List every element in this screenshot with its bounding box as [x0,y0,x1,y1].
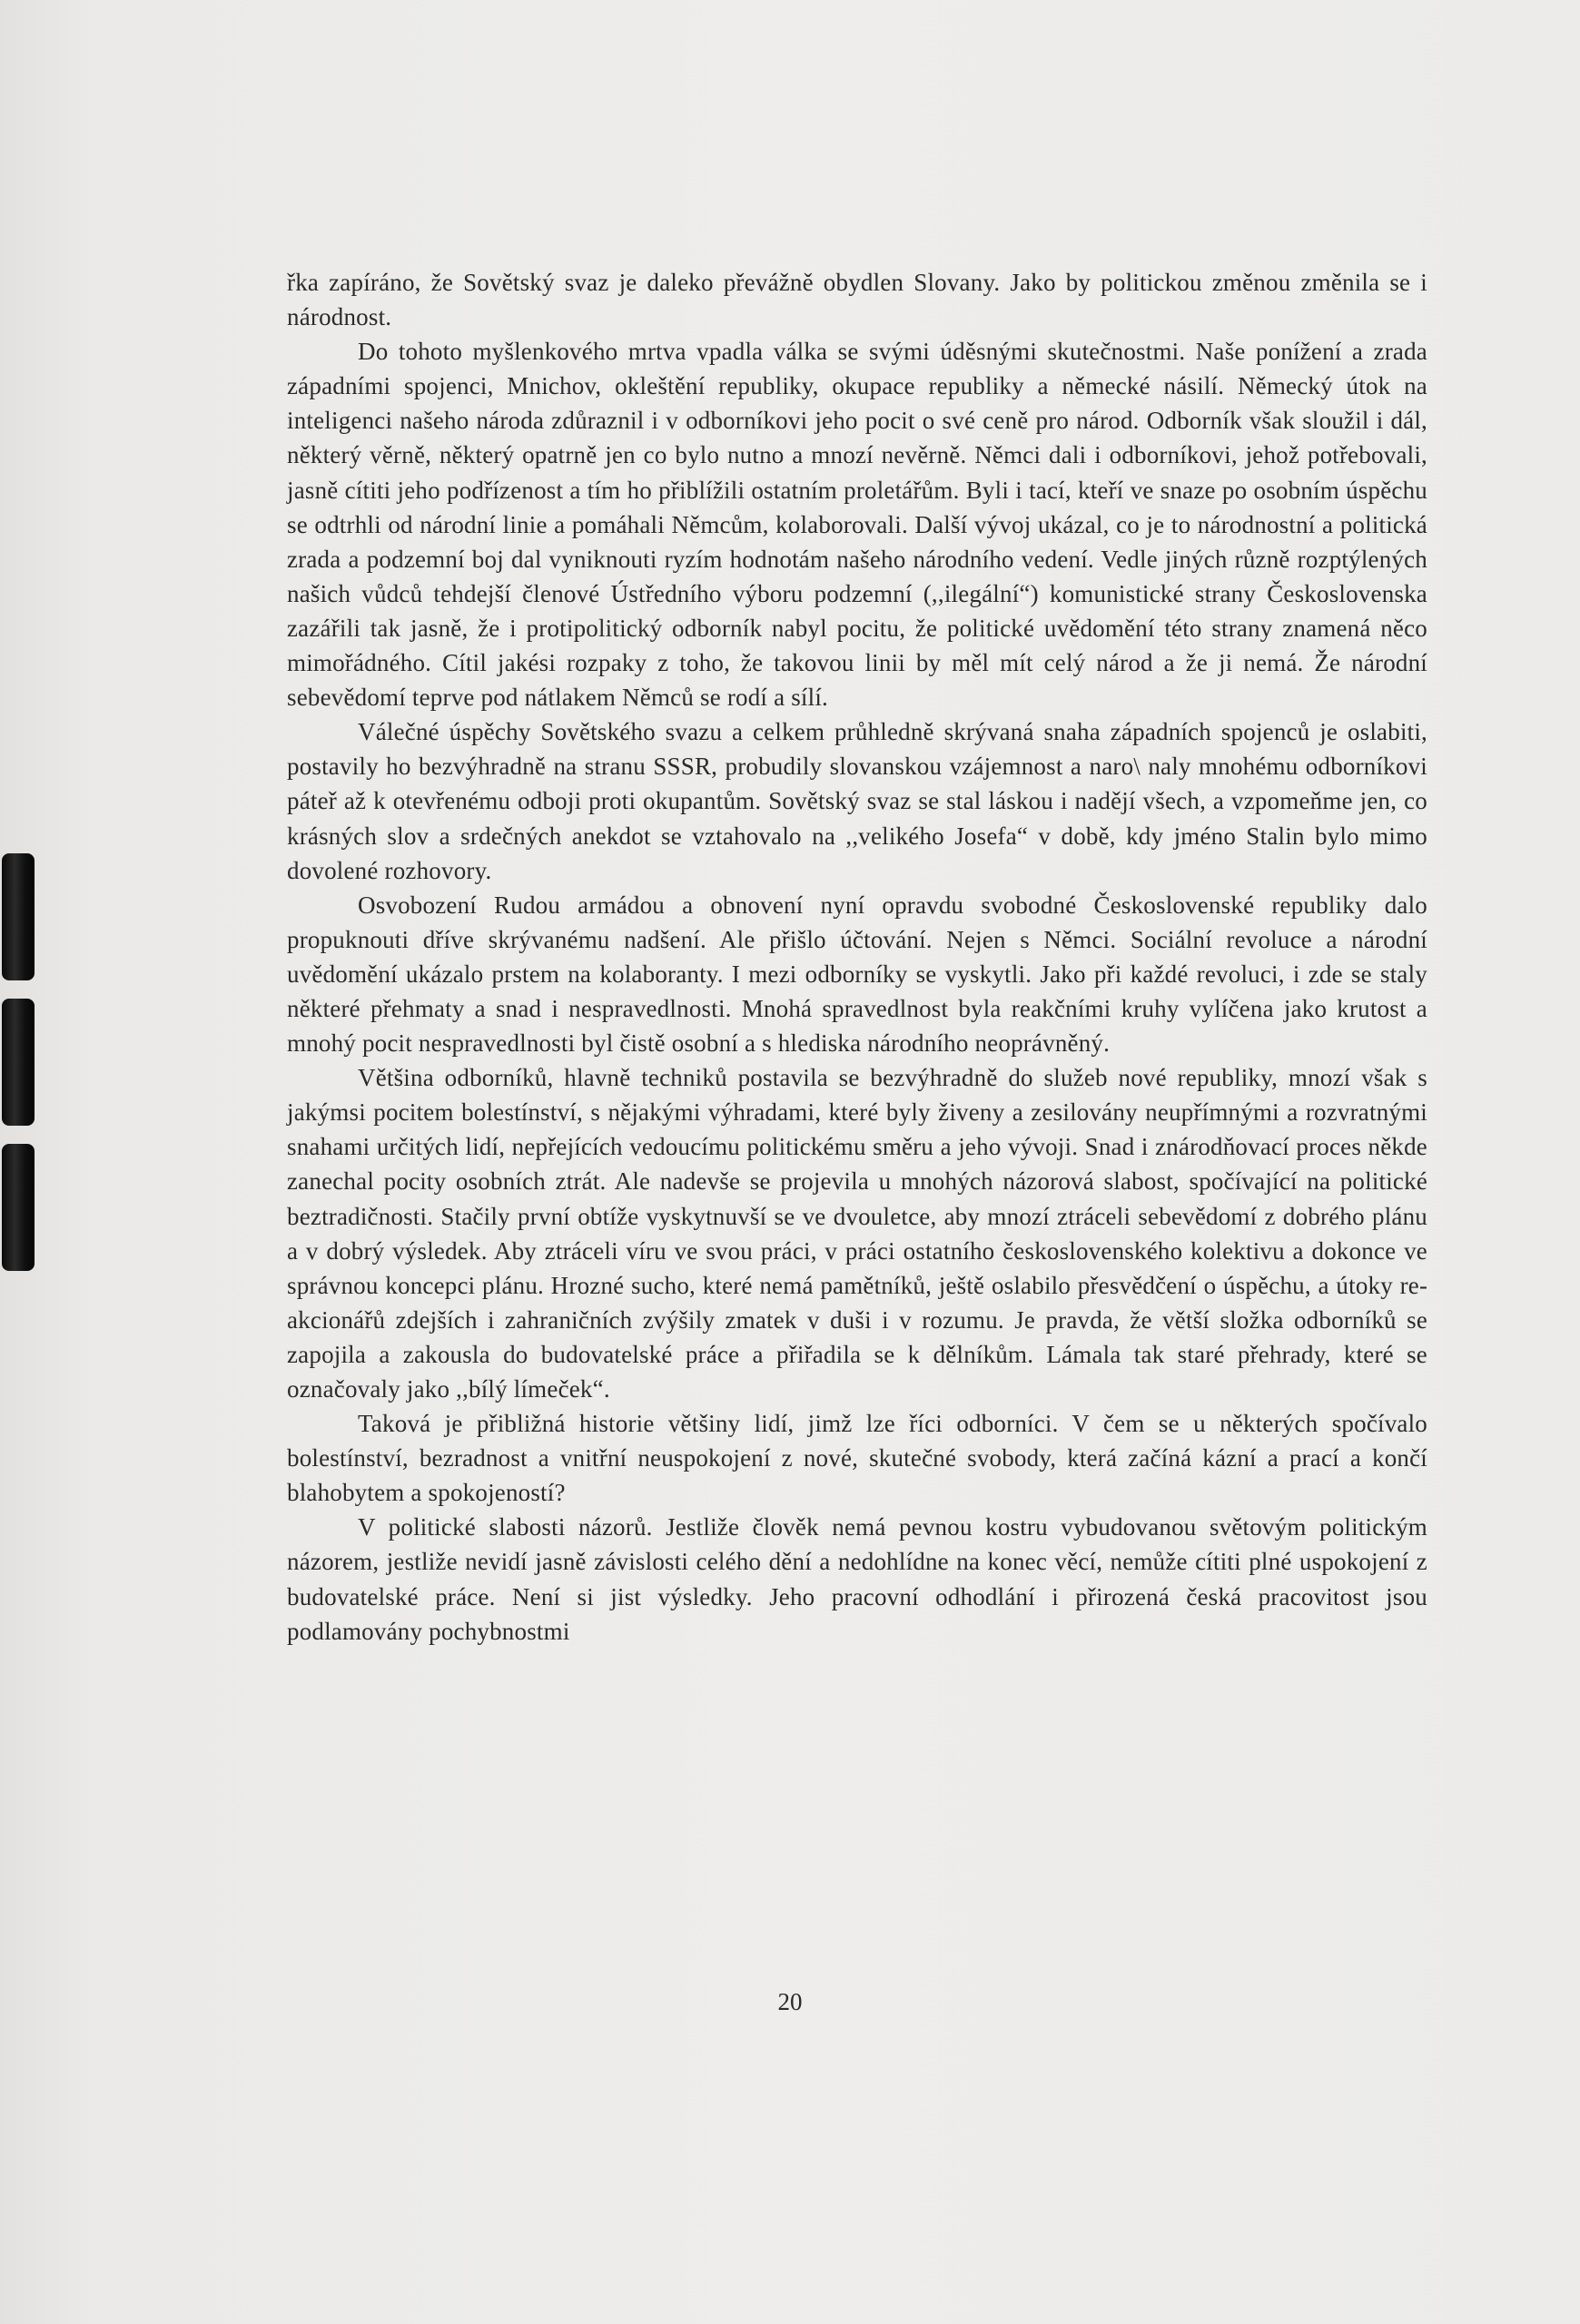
paragraph: Válečné úspěchy Sovětského svazu a celkem průhledně skrývaná snaha západních spojenců je oslabiti, postavily ho bezvýhradně na stranu SSSR, probudily slovanskou vzájemnost a naro\ naly mnohému odborníkovi páteř až k otevřenému odboji proti okupantům. Sovětský svaz se stal láskou i nadějí všech, a vzpomeňme jen, co krásných slov a srdečných anekdot se vztahovalo na ,,velikého Josefa“ v době, kdy jméno Stalin bylo mimo dovolené rozhovory. [287,718,1427,884]
paragraph: Do tohoto myšlenkového mrtva vpadla válka se svými úděsnými skutečnostmi. Naše ponížení a zrada západními spojenci, Mnichov, okleštění republiky, okupace republiky a německé násilí. Německý útok na inteligenci našeho národa zdůraznil i v odborníkovi jeho pocit o své ceně pro národ. Odborník však sloužil i dál, některý věrně, některý opatrně jen co bylo nutno a mnozí nevěrně. Němci dali i odborníkovi, jehož potřebovali, jasně cítiti jeho podřízenost a tím ho přiblížili ostatním proletářům. Byli i tací, kteří ve snaze po osobním úspěchu se odtrhli od národní linie a pomáhali Němcům, kolaborovali. Další vývoj ukázal, co je to národnostní a politická zrada a podzemní boj dal vyniknouti ryzím hodnotám našeho národního vedení. Vedle jiných různě rozptýlených našich vůdců tehdejší členové Ústředního výboru podzemní (,,ilegální“) komunistické strany Československa zazářili tak jasně, že i protipolitický odborník nabyl pocitu, že politické uvědomění této strany znamená něco mimořádného. Cítil jakési rozpaky z toho, že takovou linii by měl mít celý národ a že ji nemá. Že národní sebevědomí teprve pod nátlakem Němců se rodí a sílí. [287,338,1427,712]
binding-ring [2,999,35,1126]
paragraph: V politické slabosti názorů. Jestliže člověk nemá pevnou kostru vybudovanou světovým politickým názorem, jestliže nevidí jasně závislosti celého dění a nedohlídne na konec věcí, nemůže cítiti plné uspokojení z budovatelské práce. Není si jist výsledky. Jeho pracovní odhodlání i přirozená česká pracovitost jsou podlamovány pochybnostmi [287,1513,1427,1645]
page-number: 20 [777,1988,803,2015]
binding-ring [2,1144,35,1271]
body-text [287,265,1427,1649]
paragraph: Většina odborníků, hlavně techniků postavila se bezvýhradně do služeb nové republiky, mnozí však s jakýmsi pocitem bolestínství, s nějakými výhradami, které byly živeny a zesilovány neupřímnými a rozvratnými snahami určitých lidí, nepřejících vedoucímu politickému směru a jeho vývoji. Snad i znárodňovací proces někde zanechal pocity osobních ztrát. Ale nadevše se projevila u mnohých názorová slabost, spočívající na politické beztradičnosti. Stačily první obtíže vyskytnuvší se ve dvouletce, aby mnozí ztráceli sebevědomí z dobrého plánu a v dobrý výsledek. Aby ztráceli víru ve svou práci, v práci ostatního československého kolektivu a dokonce ve správnou koncepci plánu. Hrozné sucho, které nemá pamětníků, ještě oslabilo přesvědčení o úspěchu, a útoky reakcionářů zdejších i zahraničních zvýšily zmatek v duši i v rozumu. Je pravda, že větší složka odborníků se zapojila a zakousla do budovatelské práce a přiřadila se k dělníkům. Lámala tak staré přehrady, které se označovaly jako ,,bílý límeček“. [287,1064,1427,1403]
paragraph: řka zapíráno, že Sovětský svaz je daleko převážně obydlen Slovany. Jako by politickou změnou změnila se i národnost. [287,269,1427,331]
binding-rings [0,853,38,1271]
paragraph: Taková je přibližná historie většiny lidí, jimž lze říci odborníci. V čem se u některých spočívalo bolestínství, bezradnost a vnitřní neuspokojení z nové, skutečné svobody, která začíná kázní a prací a končí blahobytem a spokojeností? [287,1410,1427,1507]
paragraph: Osvobození Rudou armádou a obnovení nyní opravdu svobodné Československé republiky dalo propuknouti dříve skrývanému nadšení. Ale přišlo účtování. Nejen s Němci. Sociální revoluce a národní uvědomění ukázalo prstem na kolaboranty. I mezi odborníky se vyskytli. Jako při každé revoluci, i zde se staly některé přehmaty a snad i nespravedlnosti. Mnohá spravedlnost byla reakčními kruhy vylíčena jako krutost a mnohý pocit nespravedlnosti byl čistě osobní a s hlediska národního neoprávněný. [287,891,1427,1058]
binding-ring [2,853,35,980]
